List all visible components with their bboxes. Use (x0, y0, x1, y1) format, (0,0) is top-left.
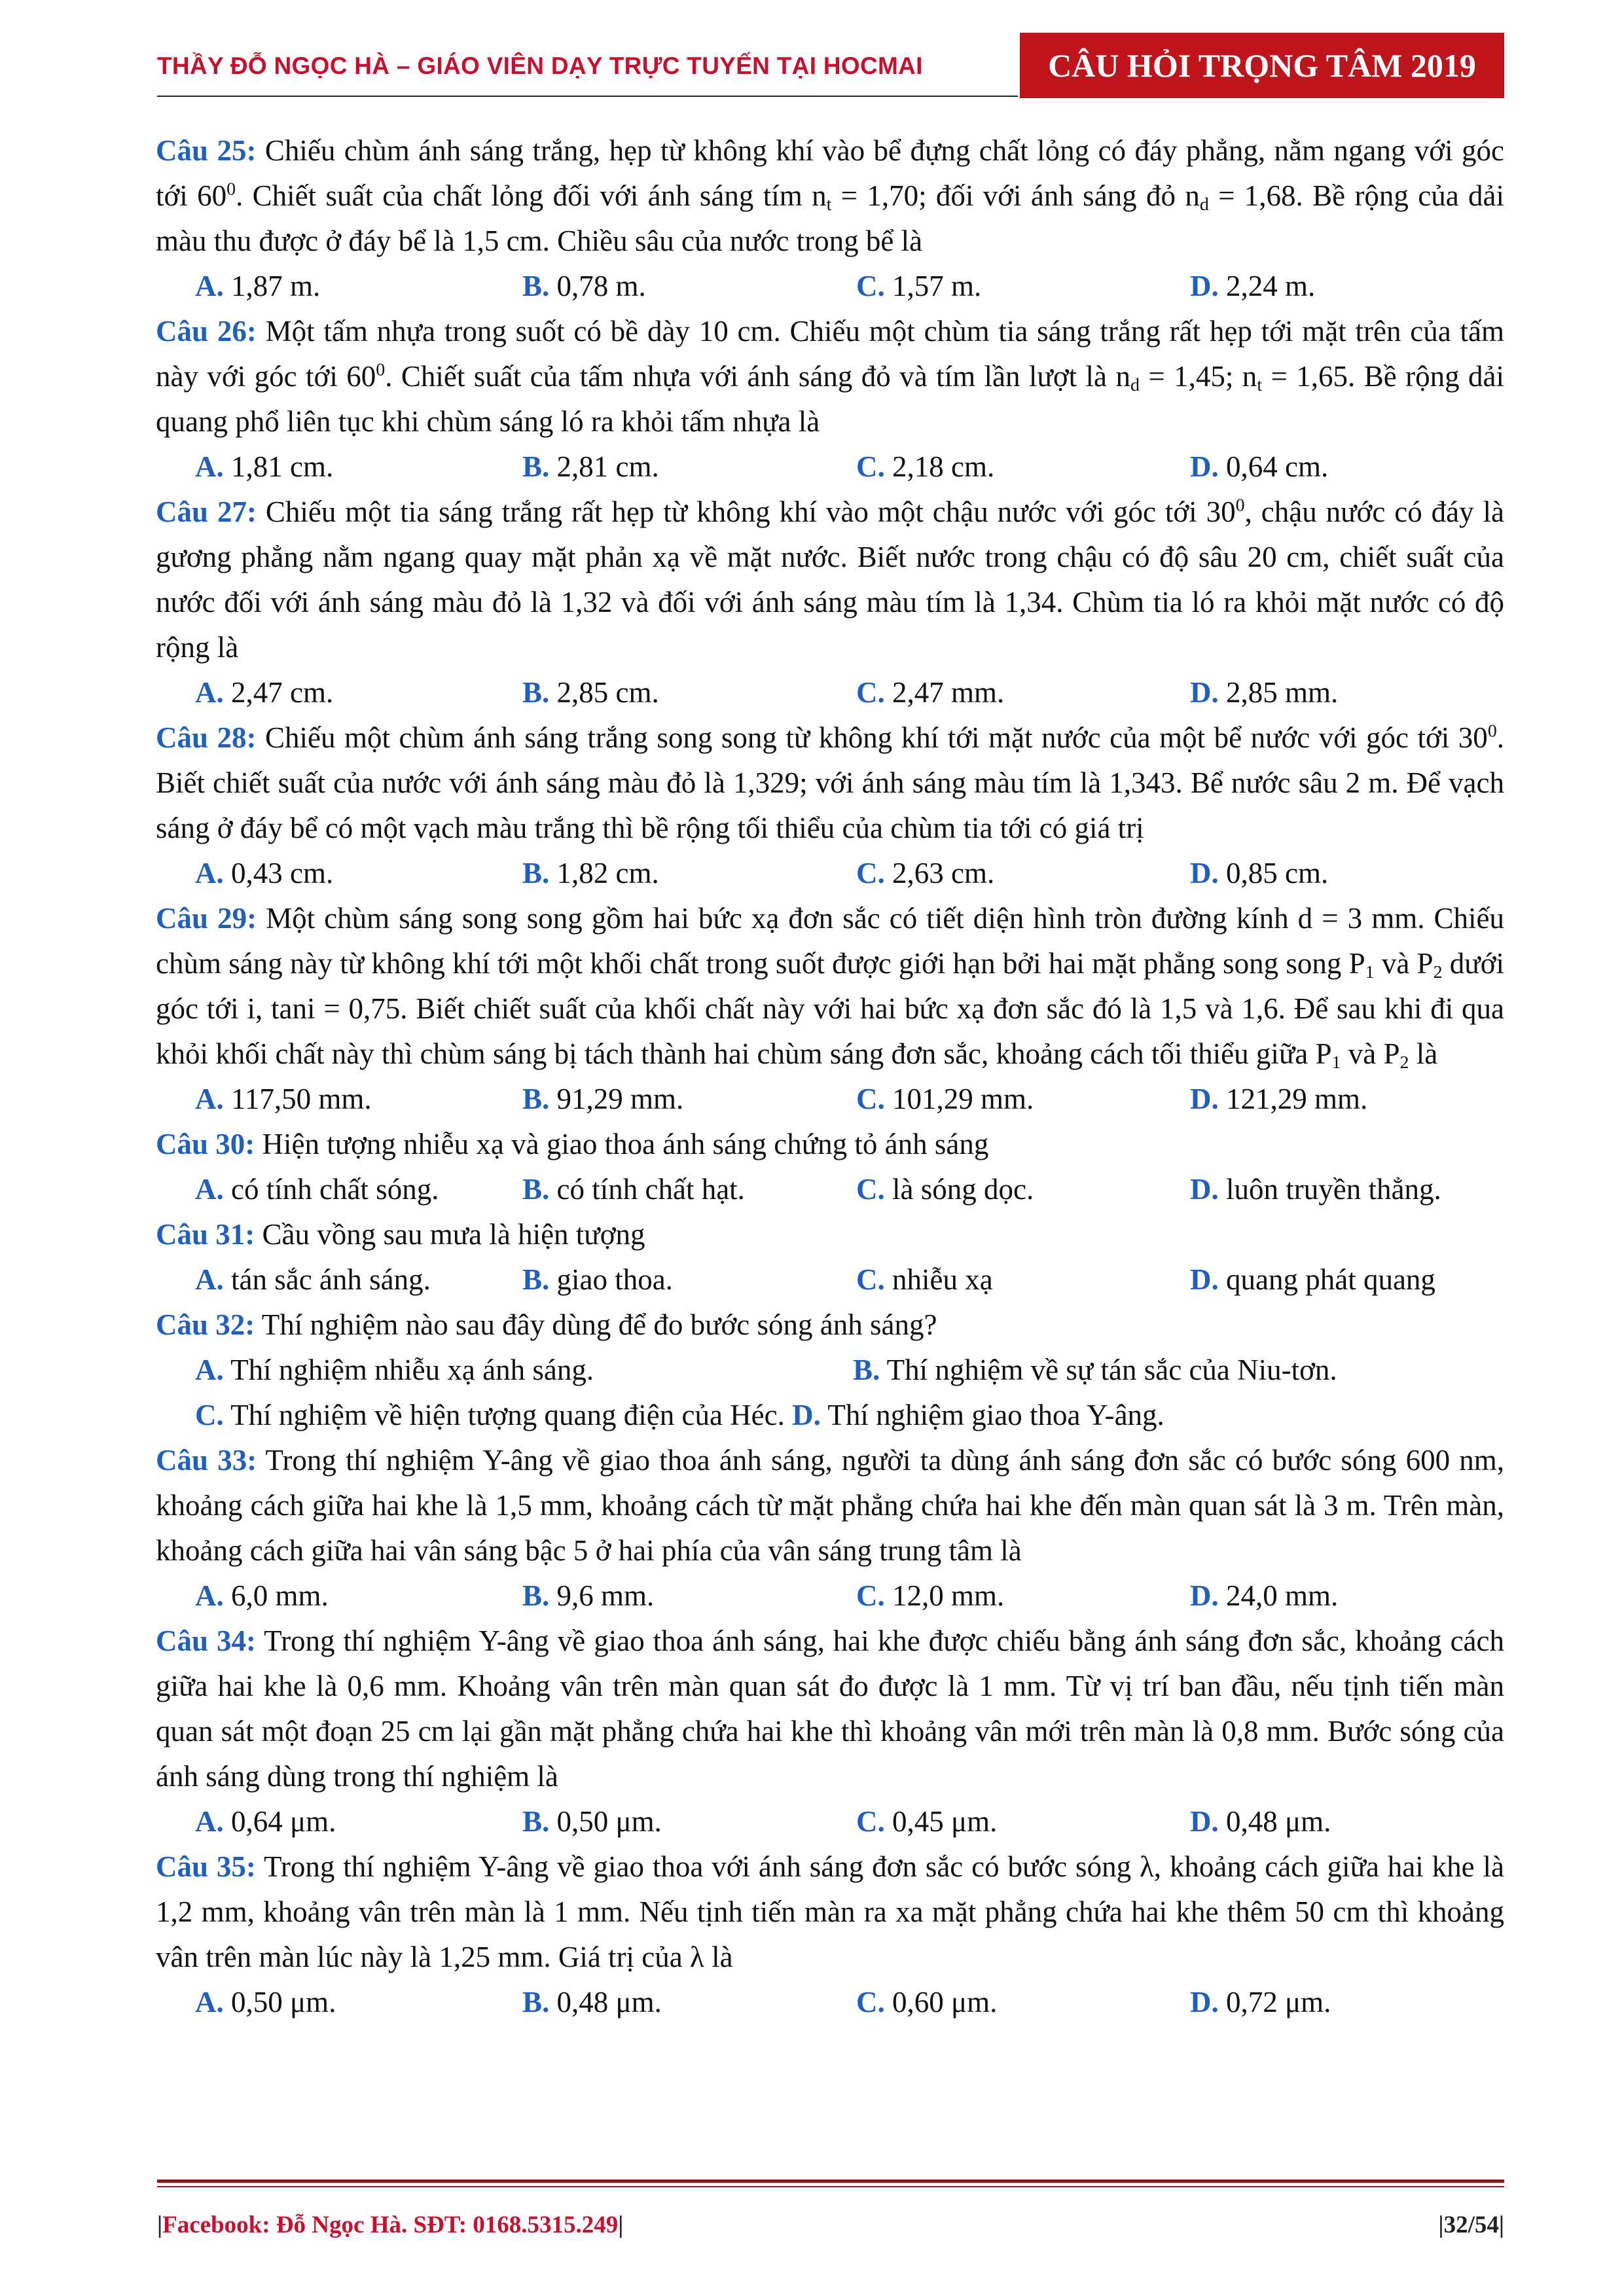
option-c: C. 12,0 mm. (856, 1579, 1005, 1612)
header-badge: CÂU HỎI TRỌNG TÂM 2019 (1020, 33, 1504, 98)
question-26 (156, 309, 1504, 444)
question-label: Câu 27: (156, 495, 257, 528)
superscript: 0 (226, 179, 236, 200)
question-text: . Chiết suất của chất lỏng đối với ánh sáng tím n (236, 179, 827, 212)
option-c: C. 0,45 μm. (856, 1805, 998, 1838)
option-d: D. 0,64 cm. (1190, 450, 1329, 483)
question-text: dưới góc tới i, tani = 0,75. Biết chiết suất của khối chất này với hai bức xạ đơn sắc đó là 1,5 và 1,6. Để sau khi đi qua khỏi khối chất này thì chùm sáng bị tách thành hai chùm sáng đơn sắc, khoảng cách tối thiểu giữa P (156, 947, 1504, 1070)
header-title: THẦY ĐỖ NGỌC HÀ – GIÁO VIÊN DẠY TRỰC TUYẾN TẠI HOCMAI (157, 52, 923, 79)
option-b: B. 0,50 μm. (522, 1805, 662, 1838)
subscript: 1 (1365, 961, 1375, 982)
subscript: t (826, 194, 832, 215)
options-row (156, 264, 1504, 309)
option-c: C. Thí nghiệm về hiện tượng quang điện của Héc. (195, 1399, 785, 1431)
option-a: A. 2,47 cm. (195, 676, 334, 709)
option-a: A. 0,64 μm. (195, 1805, 336, 1838)
option-c: C. là sóng dọc. (856, 1173, 1034, 1206)
question-text: Cầu vồng sau mưa là hiện tượng (255, 1218, 645, 1251)
option-b: B. 9,6 mm. (522, 1579, 655, 1612)
question-label: Câu 32: (156, 1308, 255, 1341)
option-a: A. tán sắc ánh sáng. (195, 1263, 431, 1296)
question-text: . Biết chiết suất của nước với ánh sáng màu đỏ là 1,329; với ánh sáng màu tím là 1,343. Bể nước sâu 2 m. Để vạch sáng ở đáy bể có một vạch màu trắng thì bề rộng tối thiểu của chùm tia tới có giá trị (156, 721, 1505, 844)
subscript: t (1257, 374, 1263, 395)
question-label: Câu 35: (156, 1850, 256, 1883)
subscript: d (1130, 374, 1140, 395)
superscript: 0 (1235, 495, 1245, 516)
option-a: A. 0,50 μm. (195, 1986, 336, 2018)
option-d: D. 2,24 m. (1190, 270, 1316, 302)
subscript: 2 (1399, 1052, 1409, 1073)
question-list (156, 128, 1504, 2025)
question-label: Câu 30: (156, 1128, 255, 1160)
contact-text: Facebook: Đỗ Ngọc Hà. SĐT: 0168.5315.249 (162, 2212, 619, 2238)
options-row (156, 1573, 1504, 1619)
question-27 (156, 490, 1504, 670)
option-a: A. 0,43 cm. (195, 857, 334, 889)
option-d: D. 2,85 mm. (1190, 676, 1339, 709)
option-c: C. 1,57 m. (856, 270, 982, 302)
option-c: C. 2,63 cm. (856, 857, 995, 889)
question-text: Một tấm nhựa trong suốt có bề dày 10 cm. Chiếu một chùm tia sáng trắng rất hẹp tới mặt trên của tấm này với góc tới 60 (156, 315, 1505, 393)
option-c: C. 0,60 μm. (856, 1986, 998, 2018)
option-d: D. 24,0 mm. (1190, 1579, 1339, 1612)
question-28 (156, 715, 1504, 851)
question-label: Câu 31: (156, 1218, 255, 1251)
option-b: B. giao thoa. (522, 1263, 673, 1296)
question-35 (156, 1844, 1504, 1980)
option-d: D. 0,72 μm. (1190, 1986, 1331, 2018)
question-text: Trong thí nghiệm Y-âng về giao thoa với ánh sáng đơn sắc có bước sóng λ, khoảng cách giữa hai khe là 1,2 mm, khoảng vân trên màn là 1 mm. Nếu tịnh tiến màn ra xa mặt phẳng chứa hai khe thêm 50 cm thì khoảng vân trên màn lúc này là 1,25 mm. Giá trị của λ là (156, 1850, 1504, 1973)
option-d: D. luôn truyền thẳng. (1190, 1173, 1441, 1206)
options-row (156, 444, 1504, 490)
option-b: B. Thí nghiệm về sự tán sắc của Niu-tơn. (852, 1354, 1337, 1386)
option-a: A. Thí nghiệm nhiễu xạ ánh sáng. (195, 1354, 594, 1386)
options-row (156, 1799, 1504, 1844)
question-text: = 1,65. Bề rộng dải quang phổ liên tục khi chùm sáng ló ra khỏi tấm nhựa là (156, 360, 1505, 438)
question-text: và P (1374, 947, 1434, 980)
question-33 (156, 1438, 1504, 1573)
question-label: Câu 34: (156, 1624, 256, 1657)
option-b: B. 1,82 cm. (522, 857, 659, 889)
options-row (156, 1077, 1504, 1122)
question-30 (156, 1122, 1504, 1167)
options-row (156, 1980, 1504, 2025)
question-text: = 1,68. Bề rộng của dải màu thu được ở đáy bể là 1,5 cm. Chiều sâu của nước trong bể là (156, 179, 1505, 257)
option-c: C. nhiễu xạ (856, 1263, 993, 1296)
option-c: C. 101,29 mm. (856, 1083, 1034, 1115)
options-row (156, 1167, 1504, 1212)
option-d: D. 0,48 μm. (1190, 1805, 1331, 1838)
question-32 (156, 1302, 1504, 1348)
question-text: Trong thí nghiệm Y-âng về giao thoa ánh sáng, người ta dùng ánh sáng đơn sắc có bước sóng 600 nm, khoảng cách giữa hai khe là 1,5 mm, khoảng cách từ mặt phẳng chứa hai khe đến màn quan sát là 3 m. Trên màn, khoảng cách giữa hai vân sáng bậc 5 ở hai phía của vân sáng trung tâm là (156, 1444, 1504, 1567)
option-b: B. 91,29 mm. (522, 1083, 684, 1115)
question-text: Trong thí nghiệm Y-âng về giao thoa ánh sáng, hai khe được chiếu bằng ánh sáng đơn sắc, khoảng cách giữa hai khe là 0,6 mm. Khoảng vân trên màn quan sát đo được là 1 mm. Từ vị trí ban đầu, nếu tịnh tiến màn quan sát một đoạn 25 cm lại gần mặt phẳng chứa hai khe thì khoảng vân mới trên màn là 0,8 mm. Bước sóng của ánh sáng dùng trong thí nghiệm là (156, 1624, 1504, 1793)
option-a: A. 1,81 cm. (195, 450, 334, 483)
superscript: 0 (1487, 721, 1497, 742)
question-29 (156, 896, 1504, 1077)
option-b: B. 2,85 cm. (522, 676, 659, 709)
options-row (156, 1257, 1504, 1302)
options-row (156, 670, 1504, 715)
subscript: d (1199, 194, 1209, 215)
subscript: 1 (1331, 1052, 1341, 1073)
option-b: B. 0,78 m. (522, 270, 646, 302)
option-c: C. 2,18 cm. (856, 450, 995, 483)
option-d: D. Thí nghiệm giao thoa Y-âng. (792, 1399, 1164, 1431)
question-25 (156, 128, 1504, 264)
footer-divider (157, 2179, 1504, 2183)
options-row (156, 1393, 1504, 1438)
question-text: Chiếu một tia sáng trắng rất hẹp từ không khí vào một chậu nước với góc tới 30 (256, 495, 1236, 528)
option-a: A. có tính chất sóng. (195, 1173, 439, 1206)
question-text: Chiếu một chùm ánh sáng trắng song song từ không khí tới mặt nước của một bể nước với góc tới 30 (256, 721, 1488, 754)
option-a: A. 117,50 mm. (195, 1083, 372, 1115)
option-d: D. 121,29 mm. (1190, 1083, 1368, 1115)
option-b: B. có tính chất hạt. (522, 1173, 745, 1206)
question-label: Câu 29: (156, 902, 257, 935)
header-divider (157, 96, 1018, 97)
option-c: C. 2,47 mm. (856, 676, 1005, 709)
page-number: |32/54| (1438, 2212, 1504, 2238)
subscript: 2 (1433, 961, 1443, 982)
question-text: , chậu nước có đáy là gương phẳng nằm ngang quay mặt phản xạ về mặt nước. Biết nước trong chậu có độ sâu 20 cm, chiết suất của nước đối với ánh sáng màu đỏ là 1,32 và đối với ánh sáng màu tím là 1,34. Chùm tia ló ra khỏi mặt nước có độ rộng là (156, 495, 1505, 664)
superscript: 0 (376, 359, 386, 380)
option-d: D. 0,85 cm. (1190, 857, 1329, 889)
question-label: Câu 28: (156, 721, 257, 754)
option-b: B. 2,81 cm. (522, 450, 659, 483)
footer-contact: |Facebook: Đỗ Ngọc Hà. SĐT: 0168.5315.249| (157, 2212, 624, 2238)
options-row (156, 851, 1504, 896)
footer-divider-thin (157, 2186, 1504, 2187)
question-label: Câu 26: (156, 315, 257, 348)
question-34 (156, 1619, 1504, 1799)
option-d: D. quang phát quang (1190, 1263, 1435, 1296)
question-text: = 1,70; đối với ánh sáng đỏ n (831, 179, 1200, 212)
question-31 (156, 1212, 1504, 1257)
question-text: và P (1341, 1037, 1400, 1070)
question-text: = 1,45; n (1139, 360, 1257, 393)
question-text: Một chùm sáng song song gồm hai bức xạ đơn sắc có tiết diện hình tròn đường kính d = 3 mm. Chiếu chùm sáng này từ không khí tới một khối chất trong suốt được giới hạn bởi hai mặt phẳng song song P (156, 902, 1504, 980)
question-text: Chiếu chùm ánh sáng trắng, hẹp từ không khí vào bể đựng chất lỏng có đáy phẳng, nằm ngang với góc tới 60 (156, 134, 1504, 212)
question-text: . Chiết suất của tấm nhựa với ánh sáng đỏ và tím lần lượt là n (385, 360, 1130, 393)
option-a: A. 1,87 m. (195, 270, 321, 302)
question-text: Hiện tượng nhiễu xạ và giao thoa ánh sáng chứng tỏ ánh sáng (255, 1128, 989, 1160)
question-label: Câu 25: (156, 134, 257, 167)
option-a: A. 6,0 mm. (195, 1579, 329, 1612)
options-row (156, 1348, 1504, 1393)
question-text: là (1409, 1037, 1438, 1070)
question-label: Câu 33: (156, 1444, 257, 1477)
question-text: Thí nghiệm nào sau đây dùng để đo bước sóng ánh sáng? (255, 1308, 937, 1341)
option-b: B. 0,48 μm. (522, 1986, 662, 2018)
